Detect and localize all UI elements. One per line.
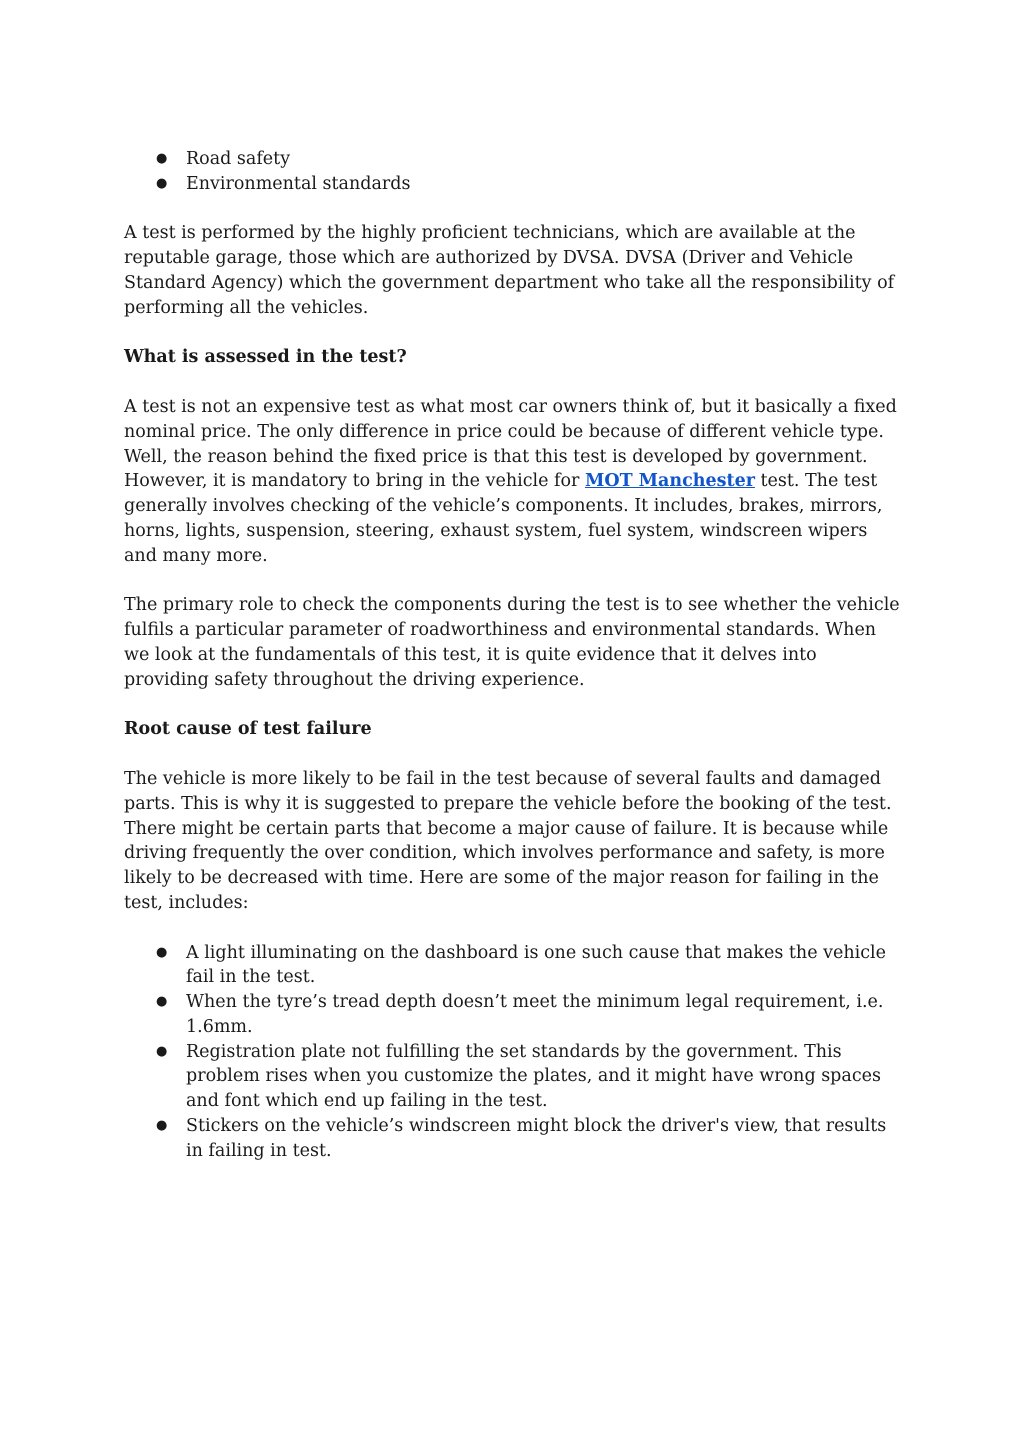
list-item-text: Registration plate not fulfilling the set standards by the government. This problem rises when you customize the plates, and it might have wrong spaces and font which end up failing in the test. (186, 1041, 881, 1112)
list-item-text: A light illuminating on the dashboard is one such cause that makes the vehicle fail in the test. (186, 942, 886, 988)
heading-what-is-assessed: What is assessed in the test? (124, 347, 407, 368)
bullet-icon: ● (156, 944, 168, 960)
bullet-list-reasons (124, 941, 900, 1164)
paragraph-failure: The vehicle is more likely to be fail in the test because of several faults and damaged parts. This is why it is suggested to prepare the vehicle before the booking of the test. There might be certain parts that become a major cause of failure. It is because while driving frequently the over condition, which involves performance and safety, is more likely to be decreased with time. Here are some of the major reason for failing in the test, includes: (124, 768, 892, 913)
bullet-icon: ● (156, 1043, 168, 1059)
list-item (124, 1114, 900, 1164)
list-item-text: Road safety (186, 149, 291, 169)
mot-manchester-link[interactable]: MOT Manchester (584, 471, 755, 492)
paragraph-price (124, 395, 900, 569)
document-body (124, 147, 900, 1164)
list-item (124, 147, 900, 172)
paragraph-text: test. The test generally involves checking of the vehicle’s components. It includes, brakes, mirrors, horns, lights, suspension, steering, exhaust system, fuel system, windscreen wipers and many more. (124, 471, 883, 566)
paragraph-text: A test is not an expensive test as what most car owners think of, but it basically a fixed nominal price. The only difference in price could be because of different vehicle type. Well, the reason behind the fixed price is that this test is developed by government. However, it is mandatory to bring in the vehicle for (124, 396, 897, 492)
list-item (124, 941, 900, 991)
list-item-text: Environmental standards (186, 173, 411, 194)
bullet-icon: ● (156, 994, 168, 1010)
list-item-text: Stickers on the vehicle’s windscreen might block the driver's view, that results in failing in test. (186, 1116, 887, 1161)
heading-root-cause: Root cause of test failure (124, 719, 372, 740)
list-item-text: When the tyre’s tread depth doesn’t meet the minimum legal requirement, i.e. 1.6mm. (186, 992, 884, 1037)
paragraph-primary-role: The primary role to check the components during the test is to see whether the vehicle fulfils a particular parameter of roadworthiness and environmental standards. When we look at the fundamentals of this test, it is quite evidence that it delves into providing safety throughout the driving experience. (124, 595, 900, 690)
list-item (124, 990, 900, 1040)
bullet-icon: ● (156, 151, 168, 166)
list-item (124, 172, 900, 197)
bullet-icon: ● (156, 1118, 168, 1134)
list-item (124, 1040, 900, 1114)
paragraph-dvsa: A test is performed by the highly proficient technicians, which are available at the reputable garage, those which are authorized by DVSA. DVSA (Driver and Vehicle Standard Agency) which the government department who take all the responsibility of performing all the vehicles. (124, 223, 895, 318)
bullet-icon: ● (156, 175, 168, 191)
bullet-list-top (124, 147, 900, 197)
